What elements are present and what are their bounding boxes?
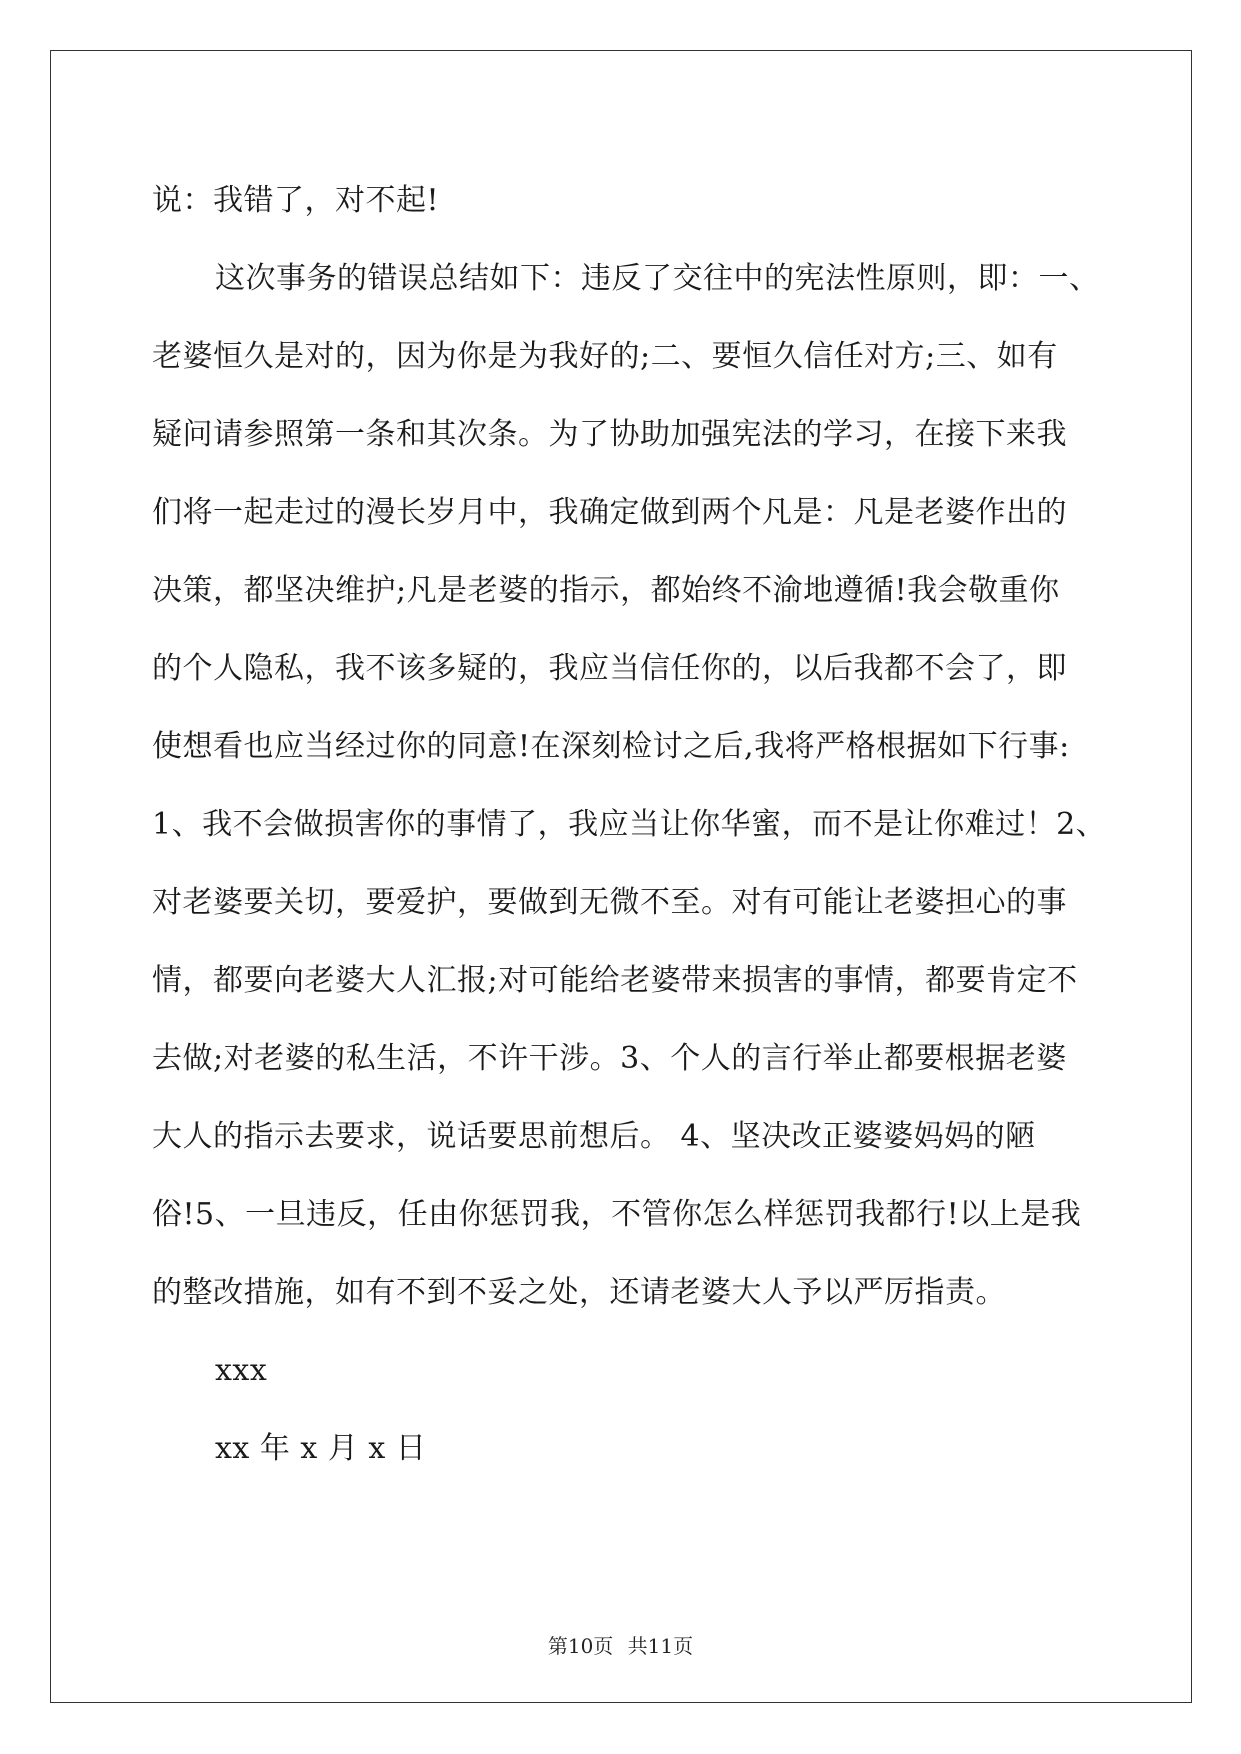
text-line: 1、我不会做损害你的事情了，我应当让你华蜜，而不是让你难过！2、 (152, 807, 1107, 842)
text-line: 俗!5、一旦违反，任由你惩罚我，不管你怎么样惩罚我都行!以上是我 (152, 1197, 1082, 1232)
text-line: 使想看也应当经过你的同意!在深刻检讨之后,我将严格根据如下行事: (152, 729, 1070, 764)
text-line: 的个人隐私，我不该多疑的，我应当信任你的，以后我都不会了，即 (152, 651, 1067, 686)
document-body (152, 162, 1107, 1488)
text-line: 这次事务的错误总结如下：违反了交往中的宪法性原则，即：一、 (215, 261, 1100, 296)
date-line: xx 年 x 月 x 日 (215, 1431, 427, 1466)
text-line: 去做;对老婆的私生活，不许干涉。3、个人的言行举止都要根据老婆 (152, 1041, 1067, 1076)
page-number-current: 第10页 (547, 1634, 614, 1658)
page-footer (0, 1630, 1241, 1659)
text-line: 的整改措施，如有不到不妥之处，还请老婆大人予以严厉指责。 (152, 1275, 1006, 1310)
text-line: 们将一起走过的漫长岁月中，我确定做到两个凡是：凡是老婆作出的 (152, 495, 1067, 530)
text-line: 大人的指示去要求，说话要思前想后。 4、坚决改正婆婆妈妈的陋 (152, 1119, 1036, 1154)
signature: xxx (215, 1353, 268, 1388)
text-line: 老婆恒久是对的，因为你是为我好的;二、要恒久信任对方;三、如有 (152, 339, 1058, 374)
text-line: 疑问请参照第一条和其次条。为了协助加强宪法的学习，在接下来我 (152, 417, 1067, 452)
text-line: 情，都要向老婆大人汇报;对可能给老婆带来损害的事情，都要肯定不 (152, 963, 1078, 998)
text-line: 说：我错了，对不起! (152, 183, 440, 218)
page-number-total: 共11页 (627, 1634, 694, 1658)
text-line: 决策，都坚决维护;凡是老婆的指示，都始终不渝地遵循!我会敬重你 (152, 573, 1060, 608)
text-line: 对老婆要关切，要爱护，要做到无微不至。对有可能让老婆担心的事 (152, 885, 1067, 920)
